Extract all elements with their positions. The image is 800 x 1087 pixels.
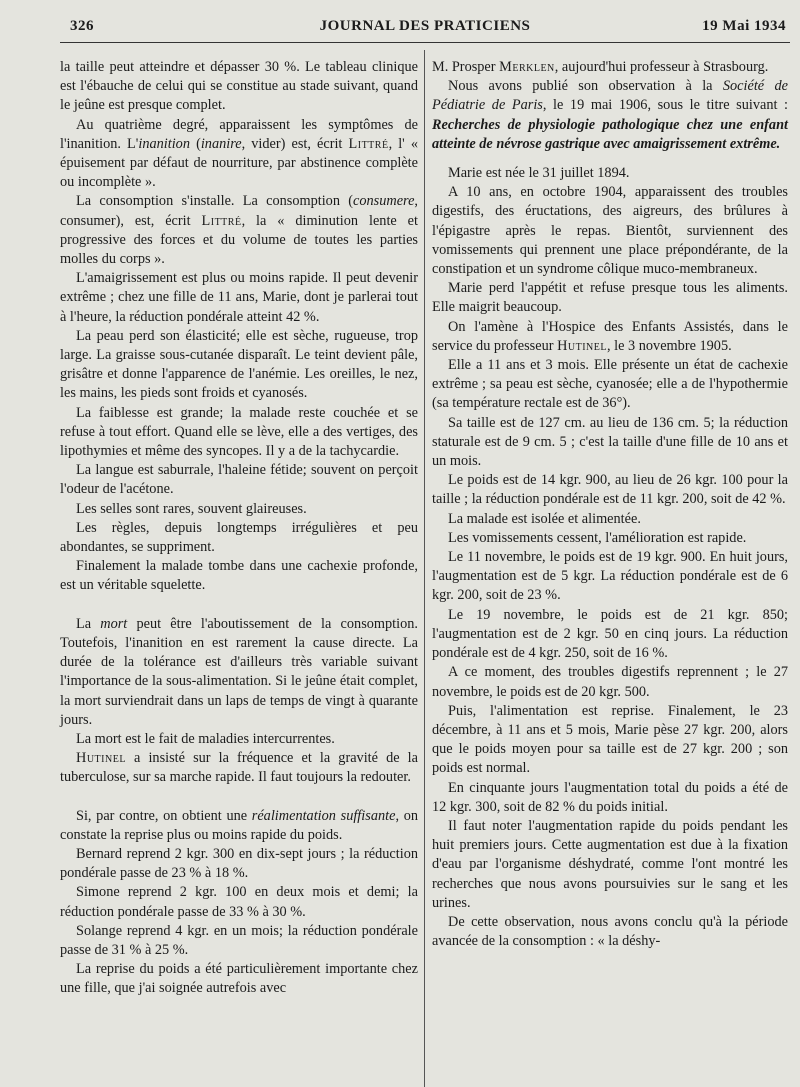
paragraph: L'amaigrissement est plus ou moins rapide. Il peut devenir extrême ; chez une fille de 11 ans, Marie, dont je parlerai tout à l'heure, la réduction pondérale atteint 42 %.: [60, 270, 418, 325]
journal-title: JOURNAL DES PRATICIENS: [319, 18, 531, 34]
paragraph: Les règles, depuis longtemps irrégulières et peu abondantes, se suppriment.: [60, 519, 418, 556]
paragraph: Les selles sont rares, souvent glaireuses.: [76, 500, 307, 517]
paragraph: Marie perd l'appétit et refuse presque tous les aliments. Elle maigrit beaucoup.: [432, 280, 788, 316]
paragraph: La reprise du poids a été particulièrement importante chez une fille, que j'ai soignée autrefois avec: [60, 961, 418, 997]
paragraph: En cinquante jours l'augmentation total du poids a été de 12 kgr. 300, soit de 82 % du poids initial.: [432, 779, 788, 815]
paragraph: Marie est née le 31 juillet 1894.: [448, 165, 630, 182]
paragraph: Sa taille est de 127 cm. au lieu de 136 cm. 5; la réduction staturale est de 9 cm. 5 ; c'est la taille d'une fille de 10 ans et un mois.: [432, 414, 788, 470]
paragraph: Le 19 novembre, le poids est de 21 kgr. 850; l'augmentation est de 2 kgr. 50 en cinq jours. La réduction pondérale est de 4 kgr. 250, soit de 16 %.: [432, 606, 788, 662]
paragraph: Finalement la malade tombe dans une cachexie profonde, est un véritable squelette.: [60, 558, 418, 594]
paragraph: Les vomissements cessent, l'amélioration est rapide.: [448, 529, 747, 546]
paragraph: Il faut noter l'augmentation rapide du poids pendant les huit premiers jours. Cette augmentation est due à la fixation d'eau par l'organisme déshydraté, comme l'ont montré les recherches que nous avons poursuivies sur le sang et les urines.: [432, 817, 788, 911]
paragraph: Simone reprend 2 kgr. 100 en deux mois et demi; la réduction pondérale passe de 33 % à 30 %.: [60, 884, 418, 920]
paragraph: La malade est isolée et alimentée.: [448, 510, 641, 527]
paragraph: La langue est saburrale, l'haleine fétide; souvent on perçoit l'odeur de l'acétone.: [60, 462, 418, 498]
paragraph: Solange reprend 4 kgr. en un mois; la réduction pondérale passe de 31 % à 25 %.: [60, 922, 418, 958]
paragraph: Le 11 novembre, le poids est de 19 kgr. 900. En huit jours, l'augmentation est de 5 kgr. La réduction pondérale est de 6 kgr. 200, soit de 23 %.: [432, 549, 788, 604]
issue-date: 19 Mai 1934: [702, 18, 786, 34]
paragraph: Puis, l'alimentation est reprise. Finalement, le 23 décembre, à 11 ans et 5 mois, Marie pèse 27 kgr. 200, alors que le poids moyen pour sa taille est de 27 kgr. 200 ; son poids est normal.: [432, 702, 788, 777]
paragraph: Nous avons publié son observation à la Société de Pédiatrie de Paris, le 19 mai 1906, sous le titre suivant : Recherches de physiologie pathologique chez une enfant atteinte de névrose gastrique avec amaigrissement extrême.: [432, 78, 788, 152]
paragraph: Au quatrième degré, apparaissent les symptômes de l'inanition. L'inanition (inanire, vider) est, écrit Littré, l' « épuisement par défaut de nourriture, par abstinence complète ou incomplète ».: [60, 116, 418, 191]
paragraph: M. Prosper Merklen, aujourd'hui professeur à Strasbourg.: [432, 59, 769, 75]
paragraph: la taille peut atteindre et dépasser 30 %. Le tableau clinique est l'ébauche de celui qui se constitue au stade suivant, quand le jeûne est presque complet.: [60, 59, 418, 114]
paragraph: La peau perd son élasticité; elle est sèche, rugueuse, trop large. La graisse sous-cutanée disparaît. Le teint devient pâle, grisâtre et donne l'apparence de l'anémie. Les oreilles, le nez, les mains, les pieds sont froids et cyanosés.: [60, 327, 418, 402]
page-number: 326: [70, 18, 94, 34]
paragraph: Elle a 11 ans et 3 mois. Elle présente un état de cachexie extrême ; sa peau est sèche, cyanosée; elle a de l'hypothermie (sa température rectale est de 36°).: [432, 357, 788, 412]
paragraph: Si, par contre, on obtient une réalimentation suffisante, on constate la reprise plus ou moins rapide du poids.: [60, 807, 418, 843]
paragraph: Hutinel a insisté sur la fréquence et la gravité de la tuberculose, sur sa marche rapide. Il faut toujours la redouter.: [60, 750, 418, 786]
paragraph: A ce moment, des troubles digestifs reprennent ; le 27 novembre, le poids est de 20 kgr. 500.: [432, 664, 788, 700]
column-divider: [424, 50, 425, 1087]
paragraph: La mort est le fait de maladies intercurrentes.: [76, 730, 335, 747]
paragraph: Le poids est de 14 kgr. 900, au lieu de 26 kgr. 100 pour la taille ; la réduction pondérale est de 11 kgr. 200, soit de 42 %.: [432, 472, 788, 508]
page-header: [60, 16, 790, 43]
paragraph: La mort peut être l'aboutissement de la consomption. Toutefois, l'inanition en est rarement la cause directe. La durée de la tolérance est d'ailleurs très variable suivant l'importance de la sous-alimentation. Si le jeûne était complet, la mort surviendrait dans un laps de temps de vingt à quarante jours.: [60, 615, 418, 728]
paragraph: La faiblesse est grande; la malade reste couchée et se refuse à tout effort. Quand elle se lève, elle a des vertiges, des lipothymies et même des syncopes. Il y a de la tachycardie.: [60, 404, 418, 460]
left-column: [60, 58, 418, 999]
paragraph: A 10 ans, en octobre 1904, apparaissent des troubles digestifs, des éructations, des aigreurs, des brûlures à l'épigastre après le repas. Bientôt, surviennent des vomissements qui prennent une place prépondérante, de la constipation et un syndrome côlique muco-membraneux.: [432, 184, 788, 278]
paragraph: On l'amène à l'Hospice des Enfants Assistés, dans le service du professeur Hutinel, le 3 novembre 1905.: [432, 318, 788, 354]
paragraph: La consomption s'installe. La consomption (consumere, consumer), est, écrit Littré, la « diminution lente et progressive des forces et du volume de toutes les parties molles du corps ».: [60, 193, 418, 268]
paragraph: De cette observation, nous avons conclu qu'à la période avancée de la consomption : « la déshy-: [432, 913, 788, 950]
paragraph: Bernard reprend 2 kgr. 300 en dix-sept jours ; la réduction pondérale passe de 23 % à 18 %.: [60, 845, 418, 882]
right-column: [432, 58, 788, 951]
